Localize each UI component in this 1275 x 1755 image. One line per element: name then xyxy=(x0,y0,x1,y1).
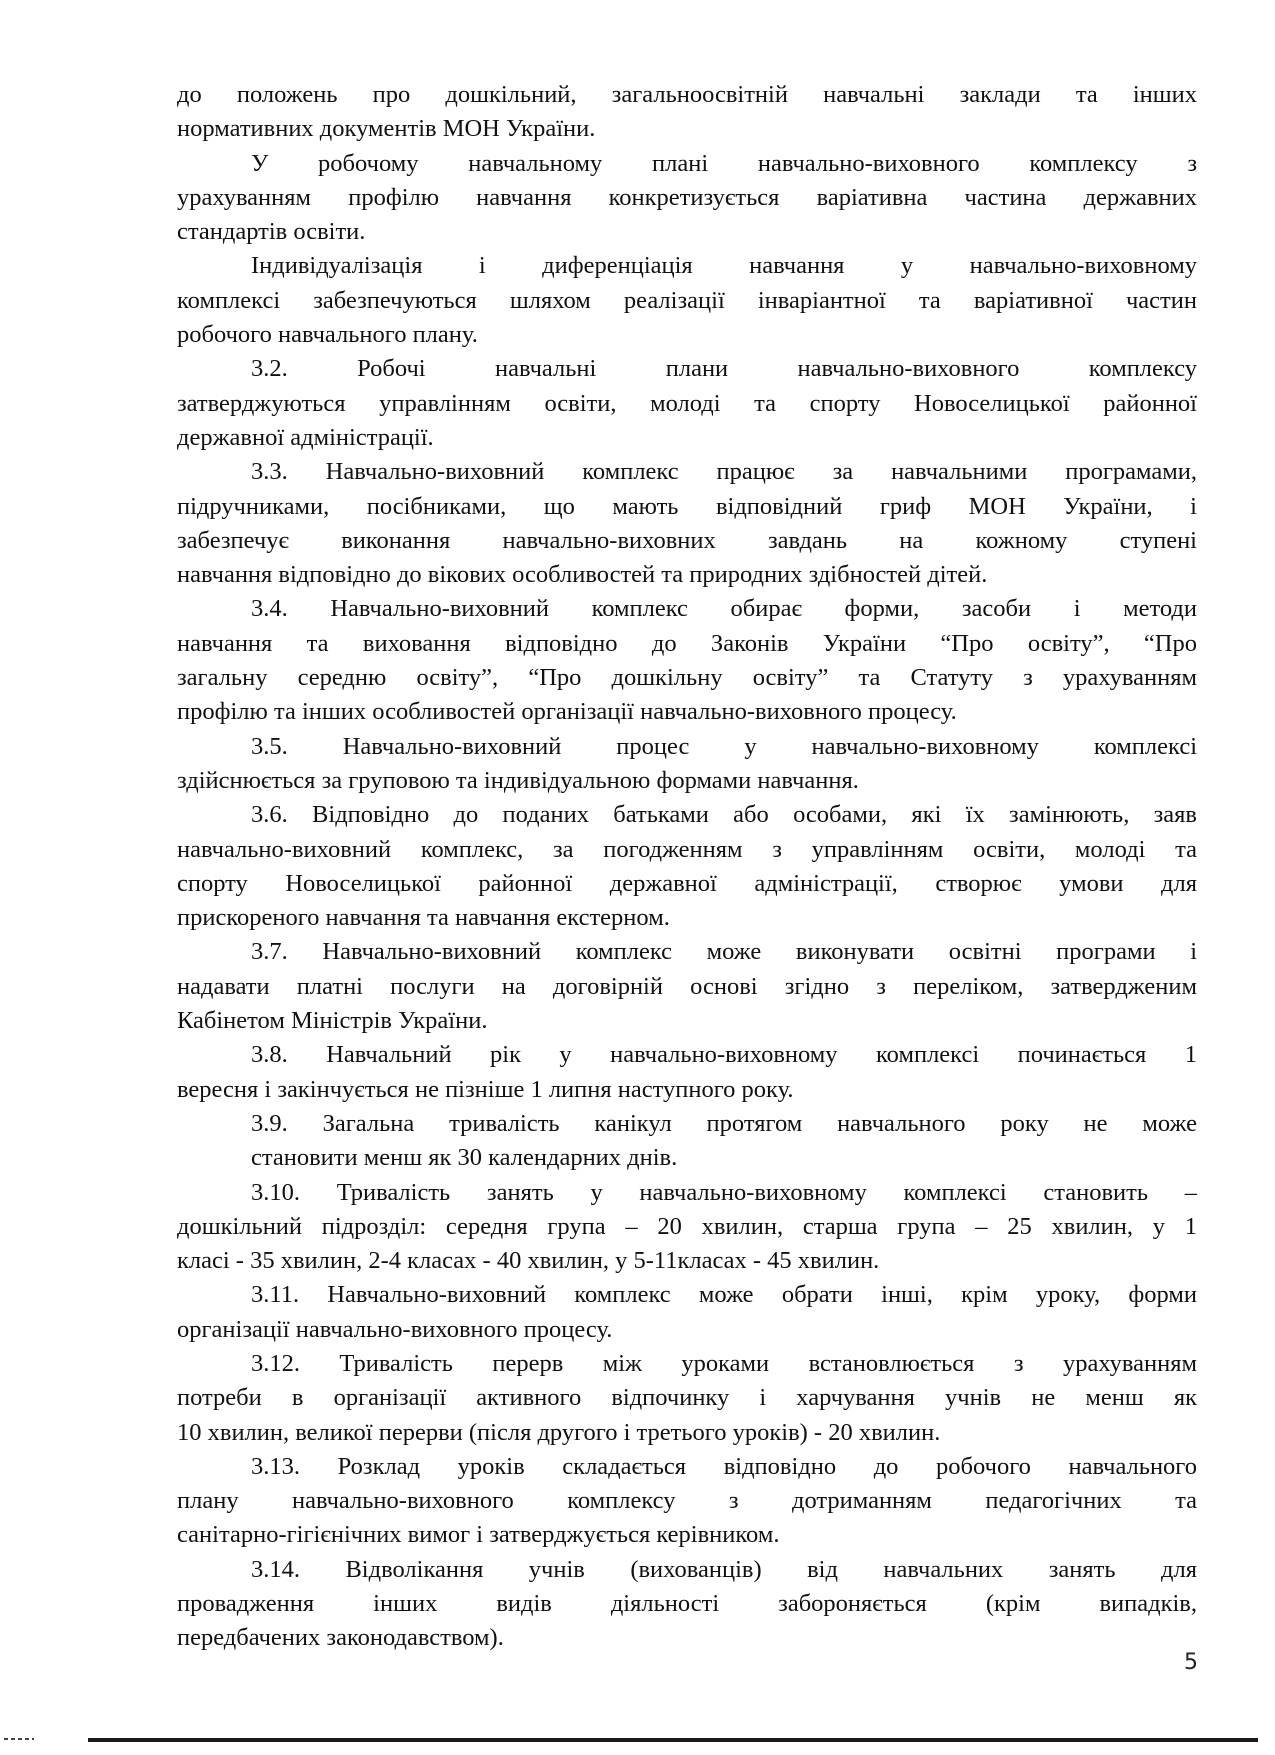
text-line: здійснюється за груповою та індивідуальною формами навчання. xyxy=(177,766,859,794)
text-line: санітарно-гігієнічних вимог і затверджується керівником. xyxy=(177,1521,780,1549)
paragraph-clause-3-11 xyxy=(177,1278,1197,1347)
text-line: 3.5. Навчально-виховний процес у навчально-виховному комплексі xyxy=(251,732,1197,760)
text-line: профілю та інших особливостей організації навчально-виховного процесу. xyxy=(177,698,957,726)
text-line: надавати платні послуги на договірній основі згідно з переліком, затвердженим xyxy=(177,972,1197,1000)
text-line: 3.11. Навчально-виховний комплекс може обрати інші, крім уроку, форми xyxy=(251,1281,1197,1309)
text-line: вересня і закінчується не пізніше 1 липня наступного року. xyxy=(177,1075,794,1103)
bottom-rule xyxy=(88,1738,1258,1742)
text-line: затверджуються управлінням освіти, молоді та спорту Новоселицької районної xyxy=(177,389,1197,417)
text-line: урахуванням профілю навчання конкретизується варіативна частина державних xyxy=(177,183,1197,211)
text-line: 3.13. Розклад уроків складається відповідно до робочого навчального xyxy=(251,1452,1197,1480)
paragraph-clause-3-3 xyxy=(177,455,1197,592)
text-line: спорту Новоселицької районної державної адміністрації, створює умови для xyxy=(177,869,1197,897)
text-line: 3.4. Навчально-виховний комплекс обирає форми, засоби і методи xyxy=(251,595,1197,623)
paragraph-clause-3-10 xyxy=(177,1176,1197,1279)
text-line: нормативних документів МОН України. xyxy=(177,115,596,143)
paragraph-clause-3-5 xyxy=(177,730,1197,799)
text-line: навчання та виховання відповідно до Законів України “Про освіту”, “Про xyxy=(177,629,1197,657)
paragraph-clause-3-8 xyxy=(177,1038,1197,1107)
text-line: 3.10. Тривалість занять у навчально-виховному комплексі становить – xyxy=(251,1178,1197,1206)
paragraph-working-plan xyxy=(177,147,1197,250)
text-line: 3.2. Робочі навчальні плани навчально-виховного комплексу xyxy=(251,355,1197,383)
text-line: організації навчально-виховного процесу. xyxy=(177,1315,613,1343)
text-line: комплексі забезпечуються шляхом реалізації інваріантної та варіативної частин xyxy=(177,286,1197,314)
paragraph-clause-3-13 xyxy=(177,1450,1197,1553)
text-line: становити менш як 30 календарних днів. xyxy=(251,1144,678,1172)
text-line: робочого навчального плану. xyxy=(177,321,478,349)
text-line: 3.7. Навчально-виховний комплекс може виконувати освітні програми і xyxy=(251,938,1197,966)
text-line: потреби в організації активного відпочинку і харчування учнів не менш як xyxy=(177,1384,1197,1412)
paragraph-clause-3-12 xyxy=(177,1347,1197,1450)
text-line: дошкільний підрозділ: середня група – 20 хвилин, старша група – 25 хвилин, у 1 xyxy=(177,1212,1197,1240)
text-line: 3.12. Тривалість перерв між уроками встановлюється з урахуванням xyxy=(251,1349,1197,1377)
text-line: прискореного навчання та навчання екстерном. xyxy=(177,904,670,932)
text-line: Кабінетом Міністрів України. xyxy=(177,1007,488,1035)
text-line: У робочому навчальному плані навчально-виховного комплексу з xyxy=(251,149,1197,177)
text-line: плану навчально-виховного комплексу з дотриманням педагогічних та xyxy=(177,1487,1197,1515)
text-line: 3.6. Відповідно до поданих батьками або особами, які їх замінюють, заяв xyxy=(251,801,1197,829)
text-line: навчання відповідно до вікових особливостей та природних здібностей дітей. xyxy=(177,561,988,589)
paragraph-intro-continuation xyxy=(177,78,1197,147)
paragraph-clause-3-2 xyxy=(177,352,1197,455)
document-body xyxy=(177,78,1197,1656)
text-line: загальну середню освіту”, “Про дошкільну освіту” та Статуту з урахуванням xyxy=(177,664,1197,692)
text-line: 3.9. Загальна тривалість канікул протягом навчального року не може xyxy=(251,1109,1197,1137)
text-line: до положень про дошкільний, загальноосвітній навчальні заклади та інших xyxy=(177,81,1197,108)
text-line: стандартів освіти. xyxy=(177,218,366,246)
paragraph-individualization xyxy=(177,249,1197,352)
text-line: Індивідуалізація і диференціація навчання у навчально-виховному xyxy=(251,252,1197,280)
text-line: 3.8. Навчальний рік у навчально-виховному комплексі починається 1 xyxy=(251,1041,1197,1069)
text-line: підручниками, посібниками, що мають відповідний гриф МОН України, і xyxy=(177,492,1197,520)
text-line: 10 хвилин, великої перерви (після другого і третього уроків) - 20 хвилин. xyxy=(177,1418,941,1446)
paragraph-clause-3-6 xyxy=(177,798,1197,935)
text-line: класі - 35 хвилин, 2-4 класах - 40 хвилин, у 5-11класах - 45 хвилин. xyxy=(177,1247,880,1275)
paragraph-clause-3-7 xyxy=(177,935,1197,1038)
text-line: провадження інших видів діяльності забороняється (крім випадків, xyxy=(177,1590,1197,1618)
page-number: 5 xyxy=(1184,1650,1198,1675)
paragraph-clause-3-14 xyxy=(177,1553,1197,1656)
text-line: державної адміністрації. xyxy=(177,423,434,451)
paragraph-clause-3-9 xyxy=(177,1107,1197,1176)
text-line: навчально-виховний комплекс, за погодженням з управлінням освіти, молоді та xyxy=(177,835,1197,863)
scan-artifact xyxy=(4,1738,34,1740)
text-line: 3.14. Відволікання учнів (вихованців) від навчальних занять для xyxy=(251,1555,1197,1583)
paragraph-clause-3-4 xyxy=(177,592,1197,729)
text-line: передбачених законодавством). xyxy=(177,1624,504,1652)
text-line: 3.3. Навчально-виховний комплекс працює за навчальними програмами, xyxy=(251,458,1197,486)
text-line: забезпечує виконання навчально-виховних завдань на кожному ступені xyxy=(177,526,1197,554)
